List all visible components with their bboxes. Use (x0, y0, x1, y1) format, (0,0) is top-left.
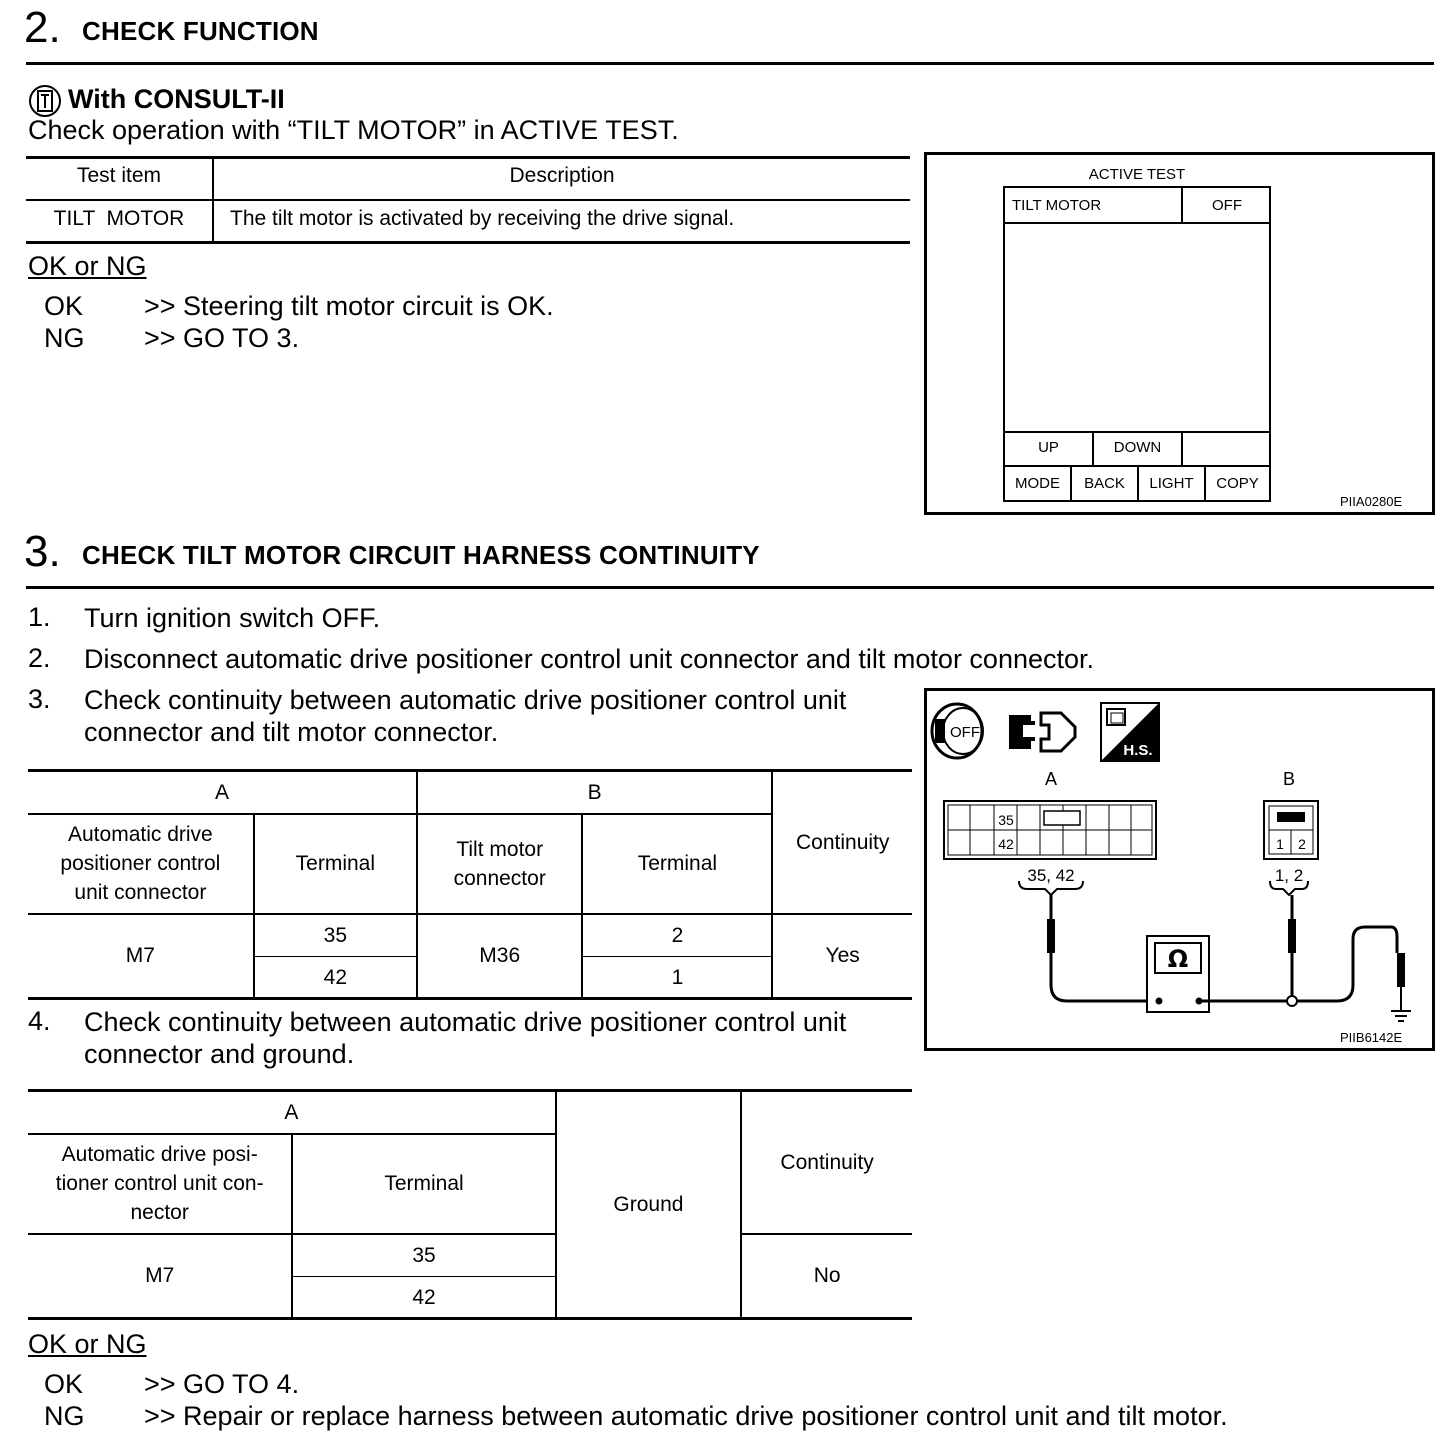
probe-a-label: 35, 42 (1027, 866, 1075, 885)
consult-icon (28, 84, 62, 118)
t1-continuity-header: Continuity (772, 771, 912, 914)
step-3-title: CHECK TILT MOTOR CIRCUIT HARNESS CONTINUITY (82, 540, 760, 570)
step-2-result-heading: OK or NG (28, 251, 147, 281)
screen-mode-button: MODE (1015, 475, 1060, 492)
step-2-instruction: Check operation with “TILT MOTOR” in ACTIVE TEST. (28, 115, 679, 145)
step-2-ng-text: >> GO TO 3. (144, 323, 300, 353)
svg-text:H.S.: H.S. (1123, 742, 1153, 759)
step-3-number: 3. (24, 527, 61, 576)
t1-b-terminal-header: Terminal (582, 814, 772, 914)
t1-group-b: B (417, 771, 772, 814)
t2-continuity-header: Continuity (741, 1091, 912, 1234)
screen-copy-button: COPY (1216, 475, 1259, 492)
t1-a-terminal: 35 (254, 914, 417, 957)
t2-a-terminal-header: Terminal (292, 1134, 555, 1234)
t1-b-connector-header: Tilt motor connector (417, 814, 582, 914)
t1-continuity: Yes (772, 914, 912, 999)
screen-item-value: OFF (1212, 197, 1242, 214)
t1-a-terminal: 42 (254, 957, 417, 999)
step-3-divider (26, 586, 1434, 589)
connector-b-label: B (1282, 769, 1296, 789)
svg-text:Ω: Ω (1167, 945, 1189, 973)
item-3-number: 3. (28, 684, 51, 714)
cell-description: The tilt motor is activated by receiving the drive signal. (230, 207, 735, 230)
item-3-line2: connector and tilt motor connector. (84, 717, 499, 747)
screen-up-button: UP (1038, 439, 1059, 456)
continuity-figure (924, 688, 1435, 1051)
t2-a-terminal: 42 (292, 1277, 555, 1319)
step-3-ng-code: NG (44, 1401, 85, 1431)
t2-a-connector-header: Automatic drive posi- tioner control unit con- nector (28, 1134, 292, 1234)
screen-back-button: BACK (1084, 475, 1125, 492)
item-1-number: 1. (28, 602, 51, 632)
connector-a-label: A (1044, 769, 1058, 789)
step-3-ok-code: OK (44, 1369, 84, 1399)
t2-a-connector: M7 (28, 1234, 292, 1319)
t2-continuity: No (741, 1234, 912, 1319)
step-2-ng-code: NG (44, 323, 85, 353)
item-2-text: Disconnect automatic drive positioner control unit connector and tilt motor connector. (84, 644, 1095, 674)
ground-symbol-icon (1391, 987, 1411, 1021)
screen-light-button: LIGHT (1149, 475, 1194, 492)
step-2-ok-text: >> Steering tilt motor circuit is OK. (144, 291, 554, 321)
step-3-ok-text: >> GO TO 4. (144, 1369, 300, 1399)
connector-disconnect-icon (1009, 713, 1075, 751)
svg-text:OFF: OFF (950, 724, 980, 741)
t2-ground-header: Ground (556, 1091, 742, 1319)
step-3-ng-text: >> Repair or replace harness between automatic drive positioner control unit and tilt motor. (144, 1401, 1228, 1431)
active-test-title: ACTIVE TEST (1088, 166, 1186, 183)
svg-text:35: 35 (998, 812, 1014, 828)
probe-b-label: 1, 2 (1274, 866, 1304, 885)
connector-a (944, 801, 1156, 859)
item-4-line2: connector and ground. (84, 1039, 355, 1069)
connector-b (1264, 801, 1318, 859)
item-1-text: Turn ignition switch OFF. (84, 603, 381, 633)
cell-test-item: TILT MOTOR (53, 207, 185, 230)
svg-text:2: 2 (1298, 836, 1306, 852)
continuity-table-2 (28, 1089, 912, 1320)
t1-b-connector: M36 (417, 914, 582, 999)
item-4-number: 4. (28, 1006, 51, 1036)
step-2-ok-code: OK (44, 291, 84, 321)
t1-b-terminal: 1 (582, 957, 772, 999)
consult-title: With CONSULT-II (68, 84, 285, 114)
figure-code-1: PIIA0280E (1340, 494, 1403, 509)
t1-group-a: A (28, 771, 417, 814)
t2-a-terminal: 35 (292, 1234, 555, 1277)
continuity-diagram (927, 691, 1432, 1048)
screen-down-button: DOWN (1113, 439, 1162, 456)
header-description: Description (509, 164, 615, 187)
step-2-divider (26, 62, 1434, 65)
screen-item-label: TILT MOTOR (1012, 197, 1102, 214)
item-4-line1: Check continuity between automatic drive positioner control unit (84, 1007, 847, 1037)
t1-a-connector-header: Automatic drive positioner control unit connector (28, 814, 254, 914)
t1-a-connector: M7 (28, 914, 254, 999)
item-3-line1: Check continuity between automatic drive positioner control unit (84, 685, 847, 715)
continuity-table-1 (28, 769, 912, 1000)
svg-text:42: 42 (998, 836, 1014, 852)
ignition-off-icon (932, 704, 983, 758)
figure-code-2: PIIB6142E (1340, 1030, 1403, 1045)
item-2-number: 2. (28, 643, 51, 673)
t1-b-terminal: 2 (582, 914, 772, 957)
step-2-number: 2. (24, 3, 61, 52)
svg-text:1: 1 (1276, 836, 1284, 852)
t2-group-a: A (28, 1091, 556, 1134)
step-3-result-heading: OK or NG (28, 1329, 147, 1359)
t1-a-terminal-header: Terminal (254, 814, 417, 914)
header-test-item: Test item (76, 164, 162, 187)
step-2-title: CHECK FUNCTION (82, 16, 319, 46)
harness-service-icon (1101, 703, 1159, 761)
